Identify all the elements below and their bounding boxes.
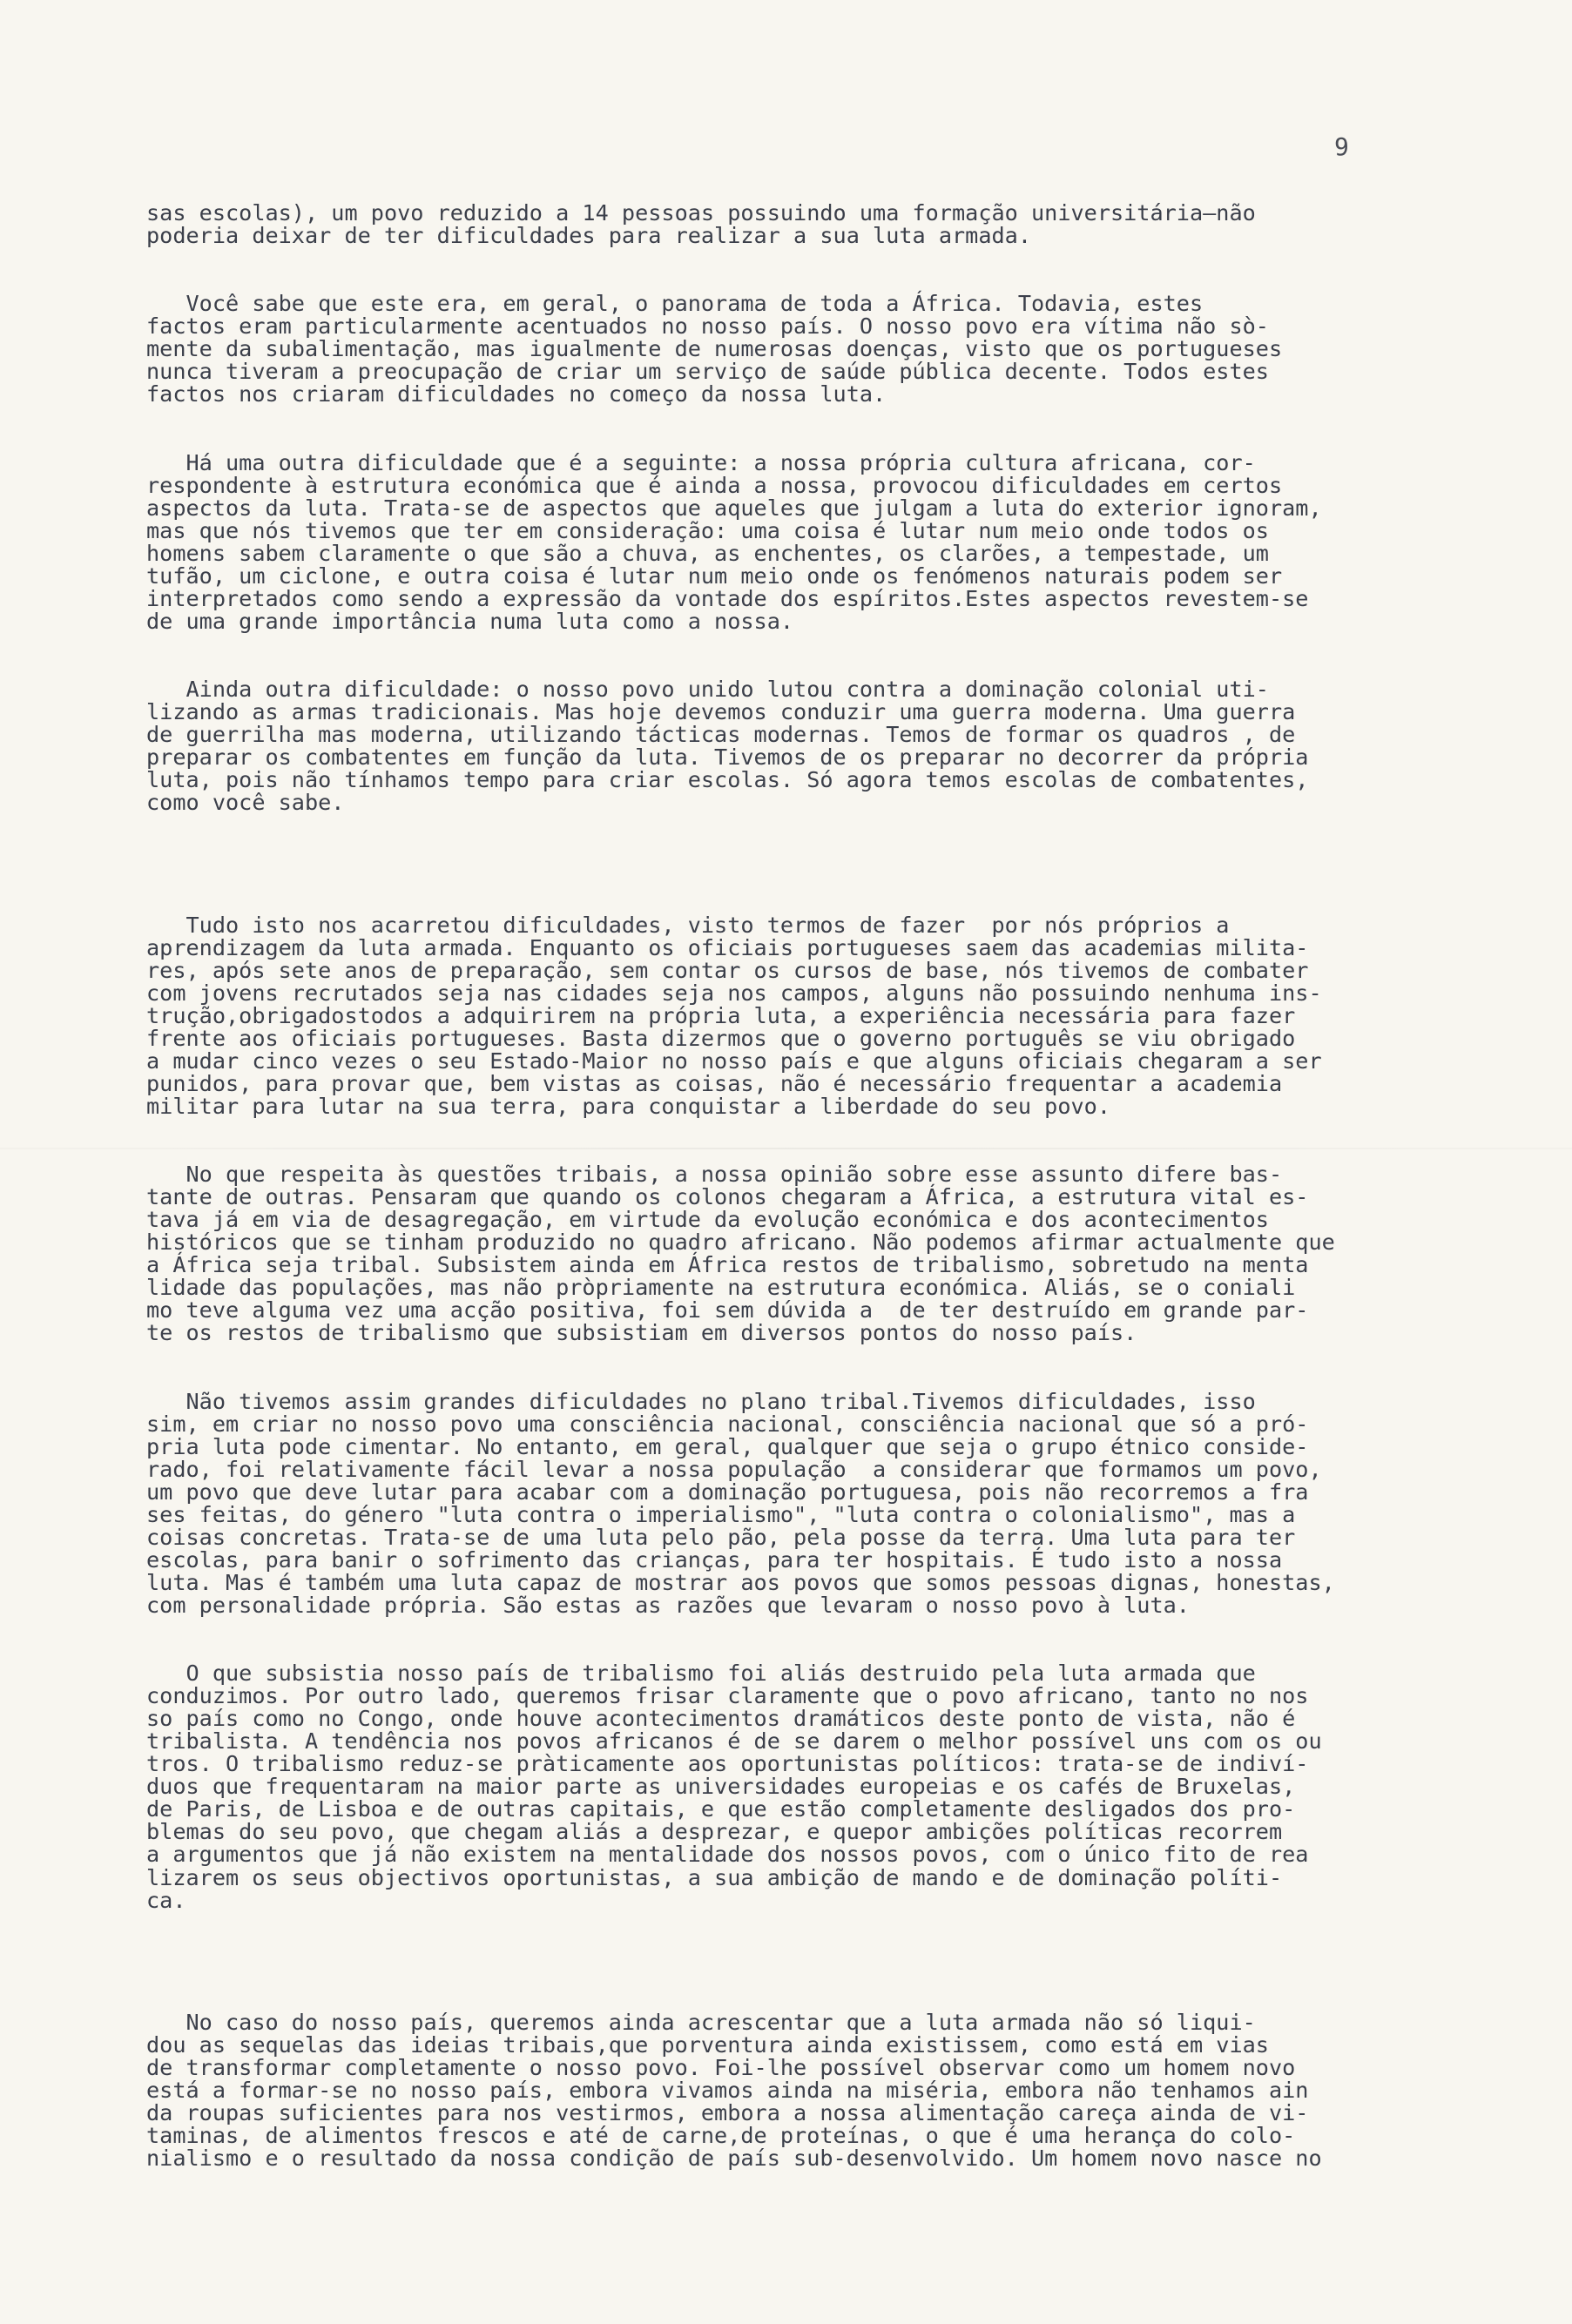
paragraph: No que respeita às questões tribais, a nossa opinião sobre esse assunto difere bas- tante de outras. Pensaram que quando os colonos chegaram a África, a estrutura vital es- tava já em via de desagregação, em virtude da evolução económica e dos acontecimentos históricos que se tinham produzido no quadro africano. Não podemos afirmar actualmente que a África seja tribal. Subsistem ainda em África restos de tribalismo, sobretudo na menta lidade das populações, mas não pròpriamente na estrutura económica. Aliás, se o coniali mo teve alguma vez uma acção positiva, foi sem dúvida a de ter destruído em grande par- te os restos de tribalismo que subsistiam em diversos pontos do nosso país. (146, 1162, 1335, 1346)
paragraph: Ainda outra dificuldade: o nosso povo unido lutou contra a dominação colonial uti- lizando as armas tradicionais. Mas hoje devemos conduzir uma guerra moderna. Uma guerra de guerrilha mas moderna, utilizando tácticas modernas. Temos de formar os quadros , de preparar os combatentes em função da luta. Tivemos de os preparar no decorrer da própria luta, pois não tínhamos tempo para criar escolas. Só agora temos escolas de combatentes, como você sabe. (146, 677, 1309, 816)
paragraph: Você sabe que este era, em geral, o panorama de toda a África. Todavia, estes factos eram particularmente acentuados no nosso país. O nosso povo era vítima não sò- mente da subalimentação, mas igualmente de numerosas doenças, visto que os portugueses nunca tiveram a preocupação de criar um serviço de saúde pública decente. Todos estes factos nos criaram dificuldades no começo da nossa luta. (146, 291, 1283, 408)
paragraph: Há uma outra dificuldade que é a seguinte: a nossa própria cultura africana, cor- respondente à estrutura económica que é ainda a nossa, provocou dificuldades em certos aspectos da luta. Trata-se de aspectos que aqueles que julgam a luta do exterior ignoram, mas que nós tivemos que ter em consideração: uma coisa é lutar num meio onde todos os homens sabem claramente o que são a chuva, as enchentes, os clarões, a tempestade, um tufão, um ciclone, e outra coisa é lutar num meio onde os fenómenos naturais podem ser interpretados como sendo a expressão da vontade dos espíritos.Estes aspectos revestem-se de uma grande importância numa luta como a nossa. (146, 449, 1322, 634)
body-text (146, 157, 1409, 2215)
paragraph: Não tivemos assim grandes dificuldades no plano tribal.Tivemos dificuldades, isso sim, em criar no nosso povo uma consciência nacional, consciência nacional que só a pró- pria luta pode cimentar. No entanto, em geral, qualquer que seja o grupo étnico conside- rado, foi relativamente fácil levar a nossa população a considerar que formamos um povo, um povo que deve lutar para acabar com a dominação portuguesa, pois não recorremos a fra ses feitas, do género "luta contra o imperialismo", "luta contra o colonialismo", mas a coisas concretas. Trata-se de uma luta pelo pão, pela posse da terra. Uma luta para ter escolas, para banir o sofrimento das crianças, para ter hospitais. É tudo isto a nossa luta. Mas é também uma luta capaz de mostrar aos povos que somos pessoas dignas, honestas, com personalidade própria. São estas as razões que levaram o nosso povo à luta. (146, 1388, 1335, 1618)
page-number: 9 (1334, 132, 1349, 161)
paragraph-gap (146, 859, 1409, 868)
paragraph: No caso do nosso país, queremos ainda acrescentar que a luta armada não só liqui- dou as sequelas das ideias tribais,que porventura ainda existissem, como está em vias de transformar completamente o nosso povo. Foi-lhe possível observar como um homem novo está a formar-se no nosso país, embora vivamos ainda na miséria, embora não tenhamos ain da roupas suficientes para nos vestirmos, embora a nossa alimentação careça ainda de vi- taminas, de alimentos frescos e até de carne,de proteínas, o que é uma herança do colo- nialismo e o resultado da nossa condição de país sub-desenvolvido. Um homem novo nasce no (146, 2009, 1322, 2172)
paragraph-gap (146, 1957, 1409, 1966)
paragraph: sas escolas), um povo reduzido a 14 pessoas possuindo uma formação universitária—não poderia deixar de ter dificuldades para realizar a sua luta armada. (146, 200, 1256, 249)
paragraph: Tudo isto nos acarretou dificuldades, visto termos de fazer por nós próprios a aprendizagem da luta armada. Enquanto os oficiais portugueses saem das academias milita- res, após sete anos de preparação, sem contar os cursos de base, nós tivemos de combater com jovens recrutados seja nas cidades seja nos campos, alguns não possuindo nenhuma ins- trução,obrigadostodos a adquirirem na própria luta, a experiência necessária para fazer frente aos oficiais portugueses. Basta dizermos que o governo português se viu obrigado a mudar cinco vezes o seu Estado-Maior no nosso país e que alguns oficiais chegaram a ser punidos, para provar que, bem vistas as coisas, não é necessário frequentar a academia militar para lutar na sua terra, para conquistar a liberdade do seu povo. (146, 912, 1322, 1119)
paragraph: O que subsistia nosso país de tribalismo foi aliás destruido pela luta armada que conduzimos. Por outro lado, queremos frisar claramente que o povo africano, tanto no nos so país como no Congo, onde houve acontecimentos dramáticos deste ponto de vista, não é tribalista. A tendência nos povos africanos é de se darem o melhor possível uns com os ou tros. O tribalismo reduz-se pràticamente aos oportunistas políticos: trata-se de indiví- duos que frequentaram na maior parte as universidades europeias e os cafés de Bruxelas, de Paris, de Lisboa e de outras capitais, e que estão completamente desligados dos pro- blemas do seu povo, que chegam aliás a desprezar, e quepor ambições políticas recorrem a argumentos que já não existem na mentalidade dos nossos povos, com o único fito de rea lizarem os seus objectivos oportunistas, a sua ambição de mando e de dominação políti- ca. (146, 1660, 1322, 1913)
